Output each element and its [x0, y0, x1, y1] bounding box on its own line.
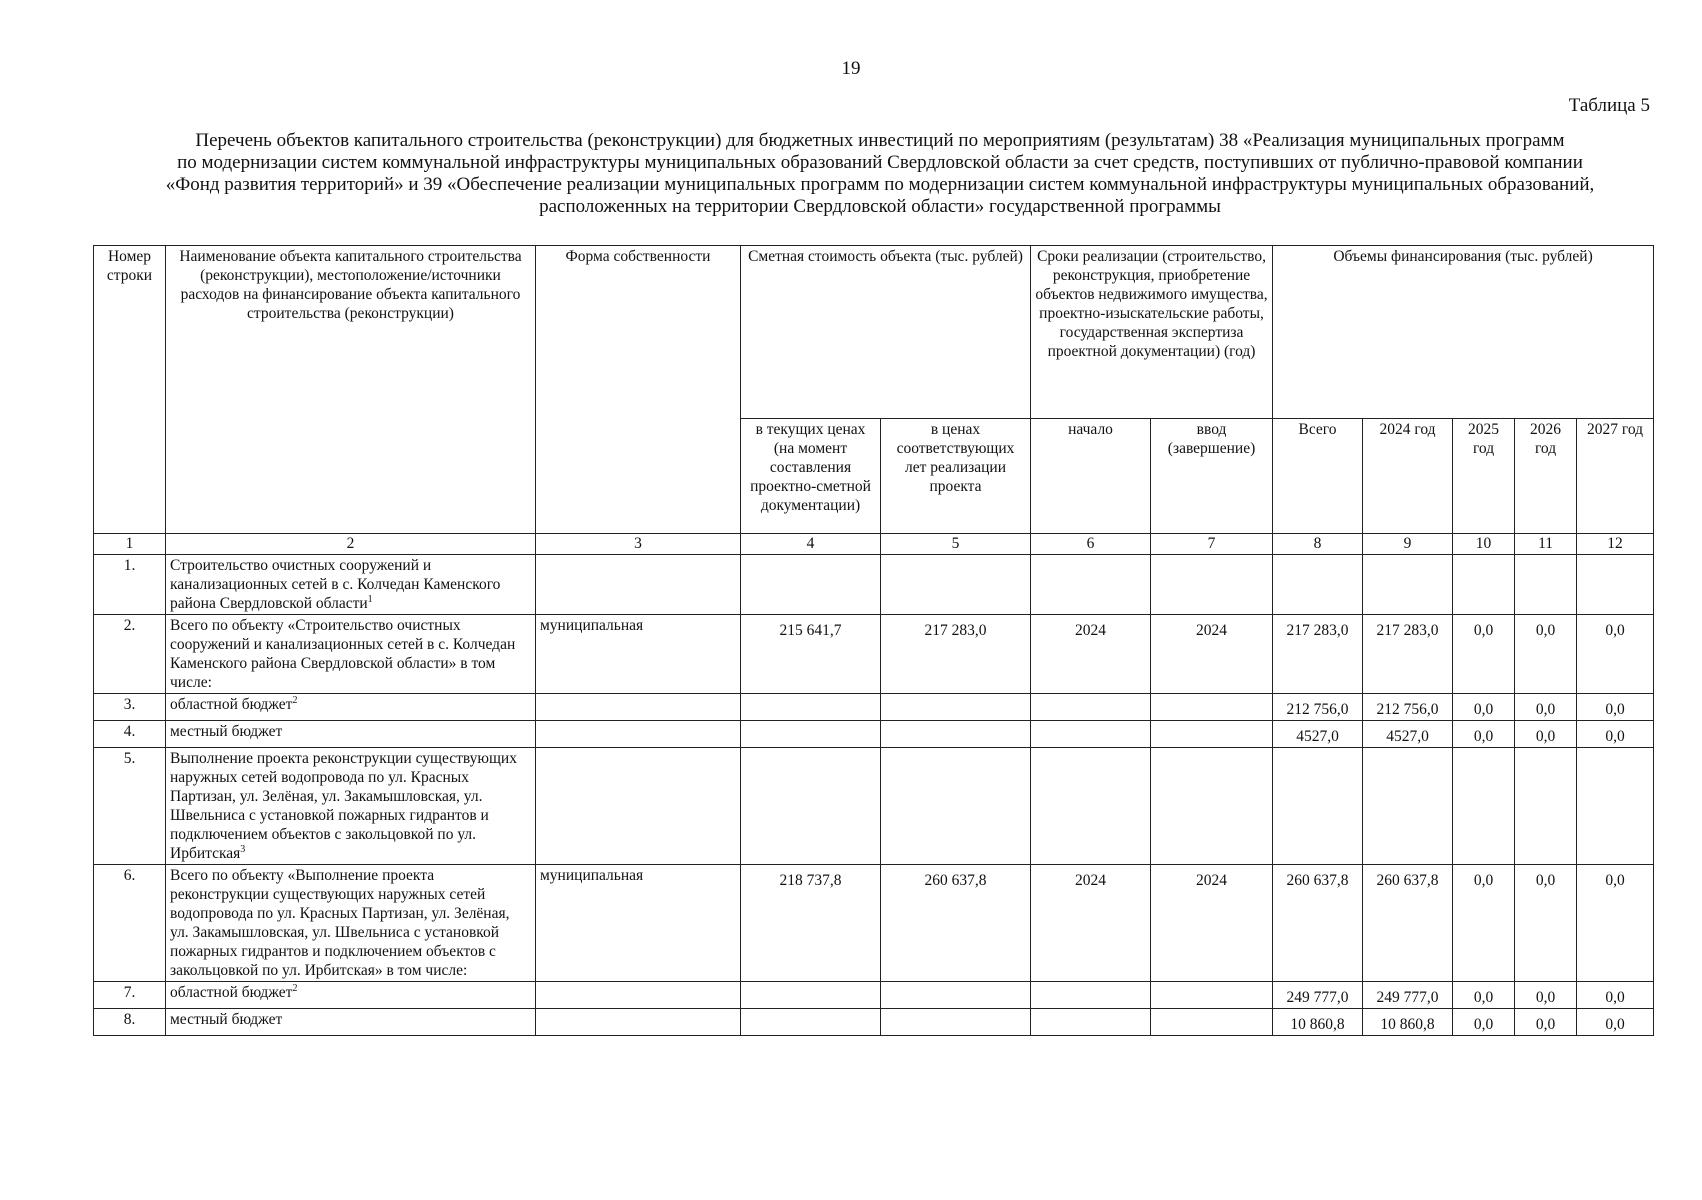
- funding-2025: 0,0: [1453, 1009, 1515, 1036]
- start-year: 2024: [1031, 615, 1151, 694]
- title-line: расположенных на территории Свердловской области» государственной программы: [539, 196, 1221, 217]
- title-line: по модернизации систем коммунальной инфраструктуры муниципальных образований Свердловской области за счет средств, поступивших от публично-правовой компании: [177, 152, 1583, 173]
- object-name: [166, 615, 536, 694]
- table-row: [94, 865, 1654, 982]
- end-year: [1151, 694, 1273, 721]
- header-estimate-years: в ценах соответствующих лет реализации проекта: [881, 419, 1031, 534]
- object-name: [166, 721, 536, 748]
- start-year: [1031, 982, 1151, 1009]
- column-number: 5: [881, 534, 1031, 555]
- funding-2026: 0,0: [1515, 1009, 1577, 1036]
- funding-2024: 217 283,0: [1363, 615, 1453, 694]
- column-number: 3: [536, 534, 741, 555]
- column-number-row: [94, 534, 1654, 555]
- column-number: 8: [1273, 534, 1363, 555]
- estimate-current: [741, 721, 881, 748]
- ownership: [536, 555, 741, 615]
- row-number: 1.: [94, 555, 166, 615]
- funding-2024: [1363, 555, 1453, 615]
- funding-2024: 249 777,0: [1363, 982, 1453, 1009]
- footnote-marker: 1: [367, 593, 373, 605]
- column-number: 7: [1151, 534, 1273, 555]
- funding-total: [1273, 748, 1363, 865]
- funding-2025: 0,0: [1453, 721, 1515, 748]
- estimate-current: [741, 982, 881, 1009]
- header-total: Всего: [1273, 419, 1363, 534]
- column-number: 10: [1453, 534, 1515, 555]
- estimate-years: [881, 982, 1031, 1009]
- header-ownership: Форма собственности: [536, 246, 741, 534]
- column-number: 12: [1577, 534, 1654, 555]
- estimate-years: 260 637,8: [881, 865, 1031, 982]
- header-2026: 2026 год: [1515, 419, 1577, 534]
- header-object-name: Наименование объекта капитального строительства (реконструкции), местоположение/источники расходов на финансирование объекта капитального строительства (реконструкции): [166, 246, 536, 534]
- title-line: «Фонд развития территорий» и 39 «Обеспечение реализации муниципальных программ по модернизации систем коммунальной инфраструктуры муниципальных образований,: [165, 174, 1595, 195]
- column-number: 4: [741, 534, 881, 555]
- header-funding: Объемы финансирования (тыс. рублей): [1273, 246, 1654, 419]
- funding-2024: 4527,0: [1363, 721, 1453, 748]
- header-start: начало: [1031, 419, 1151, 534]
- header-2024: 2024 год: [1363, 419, 1453, 534]
- table-row: [94, 1009, 1654, 1036]
- estimate-current: [741, 748, 881, 865]
- end-year: [1151, 748, 1273, 865]
- funding-2024: 10 860,8: [1363, 1009, 1453, 1036]
- funding-2026: [1515, 748, 1577, 865]
- object-name: [166, 555, 536, 615]
- funding-total: 212 756,0: [1273, 694, 1363, 721]
- header-period: Сроки реализации (строительство, реконструкция, приобретение объектов недвижимого имущества, проектно-изыскательские работы, государственная экспертиза проектной документации) (год): [1031, 246, 1273, 419]
- funding-2026: 0,0: [1515, 721, 1577, 748]
- ownership: [536, 721, 741, 748]
- table-row: [94, 982, 1654, 1009]
- estimate-years: [881, 555, 1031, 615]
- object-name-text: Всего по объекту «Выполнение проекта реконструкции существующих наружных сетей водопровода по ул. Красных Партизан, ул. Зелёная, ул. Закамышловская, ул. Швельниса с установкой пожарных гидрантов и подключением объектов с закольцовкой по ул. Ирбитская» в том числе:: [170, 867, 510, 979]
- funding-2027: [1577, 555, 1654, 615]
- header-row-main: [94, 246, 1654, 419]
- header-row-no: Номер строки: [94, 246, 166, 534]
- row-number: 4.: [94, 721, 166, 748]
- estimate-current: [741, 694, 881, 721]
- funding-2027: 0,0: [1577, 1009, 1654, 1036]
- funding-2025: 0,0: [1453, 615, 1515, 694]
- start-year: [1031, 555, 1151, 615]
- row-number: 2.: [94, 615, 166, 694]
- ownership: [536, 748, 741, 865]
- start-year: [1031, 1009, 1151, 1036]
- object-name: [166, 865, 536, 982]
- funding-2027: 0,0: [1577, 615, 1654, 694]
- object-name-text: областной бюджет: [170, 696, 293, 713]
- estimate-years: [881, 721, 1031, 748]
- object-name: [166, 694, 536, 721]
- header-estimate-current: в текущих ценах (на момент составления проектно-сметной документации): [741, 419, 881, 534]
- row-number: 5.: [94, 748, 166, 865]
- end-year: 2024: [1151, 615, 1273, 694]
- funding-2025: 0,0: [1453, 982, 1515, 1009]
- object-name-text: Выполнение проекта реконструкции существующих наружных сетей водопровода по ул. Красных Партизан, ул. Зелёная, ул. Закамышловская, ул. Швельниса с установкой пожарных гидрантов и подключением объектов с закольцовкой по ул. Ирбитская: [170, 750, 517, 862]
- funding-total: 10 860,8: [1273, 1009, 1363, 1036]
- start-year: [1031, 694, 1151, 721]
- page-number: 19: [841, 58, 861, 79]
- funding-2024: [1363, 748, 1453, 865]
- object-name-text: областной бюджет: [170, 984, 293, 1001]
- end-year: [1151, 982, 1273, 1009]
- funding-2027: [1577, 748, 1654, 865]
- end-year: 2024: [1151, 865, 1273, 982]
- funding-2025: [1453, 555, 1515, 615]
- column-number: 1: [94, 534, 166, 555]
- table-row: [94, 694, 1654, 721]
- funding-total: 249 777,0: [1273, 982, 1363, 1009]
- funding-total: [1273, 555, 1363, 615]
- table-body: [94, 555, 1654, 1036]
- funding-2026: 0,0: [1515, 865, 1577, 982]
- column-number: 11: [1515, 534, 1577, 555]
- footnote-marker: 2: [292, 982, 298, 994]
- ownership: муниципальная: [536, 615, 741, 694]
- funding-2027: 0,0: [1577, 865, 1654, 982]
- document-title: [110, 130, 1650, 218]
- table-label: Таблица 5: [1568, 95, 1650, 116]
- object-name-text: Всего по объекту «Строительство очистных сооружений и канализационных сетей в с. Колчедан Каменского района Свердловской области» в том числе:: [170, 617, 516, 691]
- column-number: 6: [1031, 534, 1151, 555]
- estimate-current: [741, 1009, 881, 1036]
- object-name: [166, 1009, 536, 1036]
- row-number: 6.: [94, 865, 166, 982]
- object-name: [166, 748, 536, 865]
- estimate-years: 217 283,0: [881, 615, 1031, 694]
- funding-2026: 0,0: [1515, 982, 1577, 1009]
- object-name-text: местный бюджет: [170, 723, 283, 740]
- funding-total: 4527,0: [1273, 721, 1363, 748]
- object-name-text: местный бюджет: [170, 1011, 283, 1028]
- ownership: [536, 1009, 741, 1036]
- funding-2025: 0,0: [1453, 865, 1515, 982]
- end-year: [1151, 555, 1273, 615]
- funding-2027: 0,0: [1577, 694, 1654, 721]
- funding-2024: 212 756,0: [1363, 694, 1453, 721]
- funding-2026: 0,0: [1515, 694, 1577, 721]
- row-number: 3.: [94, 694, 166, 721]
- estimate-years: [881, 1009, 1031, 1036]
- estimate-years: [881, 748, 1031, 865]
- start-year: [1031, 748, 1151, 865]
- ownership: [536, 694, 741, 721]
- title-line: Перечень объектов капитального строительства (реконструкции) для бюджетных инвестиций по мероприятиям (результатам) 38 «Реализация муниципальных программ: [195, 130, 1565, 151]
- ownership: муниципальная: [536, 865, 741, 982]
- funding-2027: 0,0: [1577, 982, 1654, 1009]
- header-2025: 2025 год: [1453, 419, 1515, 534]
- estimate-current: 218 737,8: [741, 865, 881, 982]
- funding-2026: 0,0: [1515, 615, 1577, 694]
- table-row: [94, 748, 1654, 865]
- footnote-marker: 2: [292, 694, 298, 706]
- ownership: [536, 982, 741, 1009]
- funding-2027: 0,0: [1577, 721, 1654, 748]
- end-year: [1151, 721, 1273, 748]
- estimate-current: 215 641,7: [741, 615, 881, 694]
- object-name: [166, 982, 536, 1009]
- column-number: 2: [166, 534, 536, 555]
- row-number: 7.: [94, 982, 166, 1009]
- funding-2025: [1453, 748, 1515, 865]
- table-row: [94, 555, 1654, 615]
- header-end: ввод (завершение): [1151, 419, 1273, 534]
- estimate-current: [741, 555, 881, 615]
- column-number: 9: [1363, 534, 1453, 555]
- funding-total: 260 637,8: [1273, 865, 1363, 982]
- start-year: [1031, 721, 1151, 748]
- footnote-marker: 3: [240, 843, 246, 855]
- funding-2024: 260 637,8: [1363, 865, 1453, 982]
- estimate-years: [881, 694, 1031, 721]
- start-year: 2024: [1031, 865, 1151, 982]
- table-row: [94, 721, 1654, 748]
- object-name-text: Строительство очистных сооружений и канализационных сетей в с. Колчедан Каменского района Свердловской области: [170, 557, 501, 612]
- financing-table: [93, 245, 1654, 1036]
- funding-2025: 0,0: [1453, 694, 1515, 721]
- funding-2026: [1515, 555, 1577, 615]
- header-estimate: Сметная стоимость объекта (тыс. рублей): [741, 246, 1031, 419]
- row-number: 8.: [94, 1009, 166, 1036]
- end-year: [1151, 1009, 1273, 1036]
- header-2027: 2027 год: [1577, 419, 1654, 534]
- funding-total: 217 283,0: [1273, 615, 1363, 694]
- table-row: [94, 615, 1654, 694]
